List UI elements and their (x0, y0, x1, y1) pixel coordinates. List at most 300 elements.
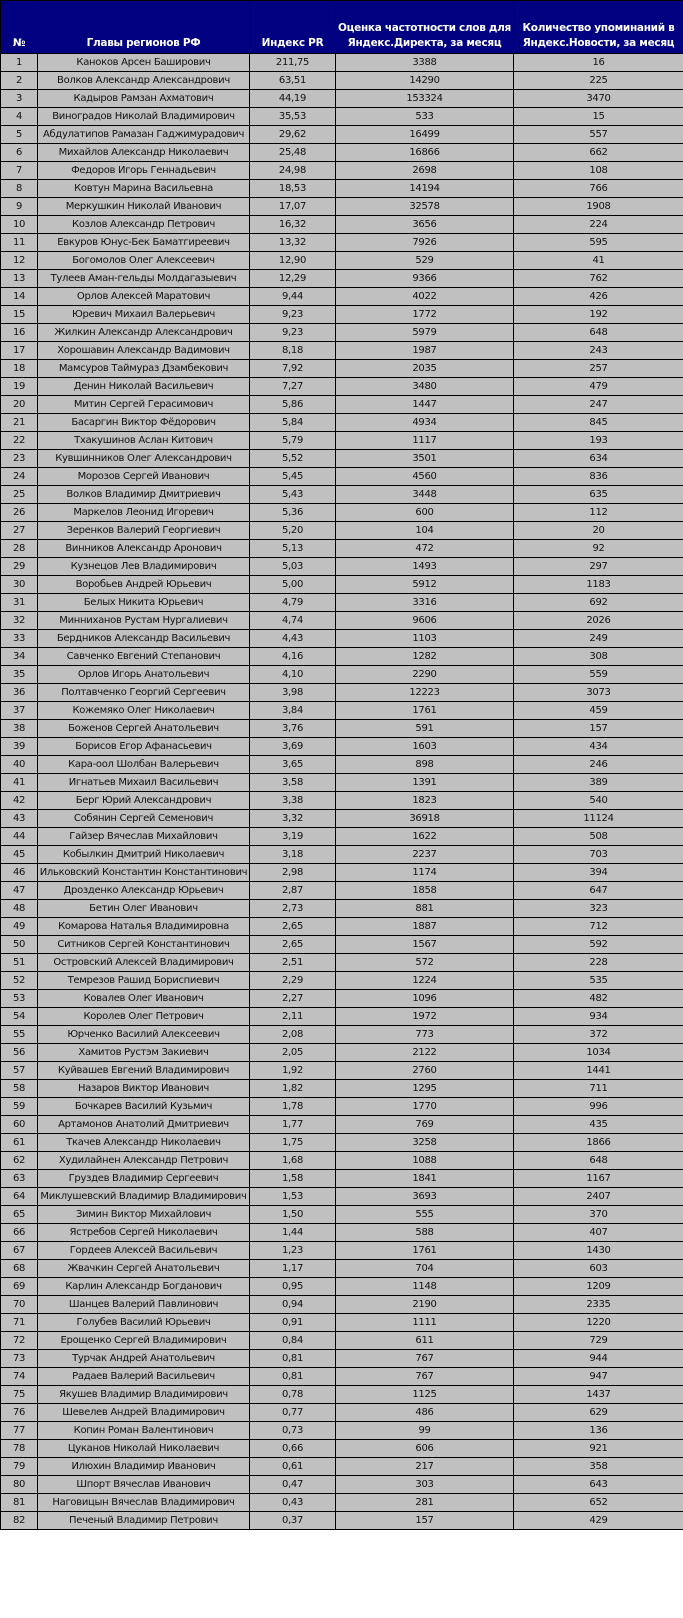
cell-number: 30 (1, 576, 38, 594)
cell-number: 3 (1, 90, 38, 108)
cell-pr-index: 1,92 (250, 1062, 336, 1080)
cell-name: Голубев Василий Юрьевич (38, 1314, 250, 1332)
cell-pr-index: 3,58 (250, 774, 336, 792)
cell-number: 34 (1, 648, 38, 666)
cell-number: 43 (1, 810, 38, 828)
cell-news-mentions: 652 (514, 1494, 683, 1512)
cell-direct-frequency: 3448 (336, 486, 514, 504)
cell-pr-index: 1,23 (250, 1242, 336, 1260)
cell-number: 41 (1, 774, 38, 792)
cell-pr-index: 5,86 (250, 396, 336, 414)
cell-direct-frequency: 3480 (336, 378, 514, 396)
cell-name: Жвачкин Сергей Анатольевич (38, 1260, 250, 1278)
cell-name: Собянин Сергей Семенович (38, 810, 250, 828)
table-row (1, 1476, 683, 1494)
cell-direct-frequency: 12223 (336, 684, 514, 702)
cell-direct-frequency: 1282 (336, 648, 514, 666)
cell-news-mentions: 648 (514, 324, 683, 342)
cell-direct-frequency: 32578 (336, 198, 514, 216)
table-row (1, 504, 683, 522)
cell-pr-index: 13,32 (250, 234, 336, 252)
cell-name: Ильковский Константин Константинович (38, 864, 250, 882)
cell-number: 58 (1, 1080, 38, 1098)
table-row (1, 90, 683, 108)
cell-number: 17 (1, 342, 38, 360)
table-row (1, 828, 683, 846)
cell-name: Шевелев Андрей Владимирович (38, 1404, 250, 1422)
cell-direct-frequency: 472 (336, 540, 514, 558)
cell-pr-index: 4,79 (250, 594, 336, 612)
table-row (1, 1332, 683, 1350)
cell-pr-index: 17,07 (250, 198, 336, 216)
cell-pr-index: 5,52 (250, 450, 336, 468)
cell-number: 64 (1, 1188, 38, 1206)
cell-name: Митин Сергей Герасимович (38, 396, 250, 414)
cell-pr-index: 18,53 (250, 180, 336, 198)
cell-name: Федоров Игорь Геннадьевич (38, 162, 250, 180)
cell-number: 32 (1, 612, 38, 630)
cell-pr-index: 0,95 (250, 1278, 336, 1296)
table-row (1, 1188, 683, 1206)
cell-name: Зимин Виктор Михайлович (38, 1206, 250, 1224)
cell-pr-index: 4,74 (250, 612, 336, 630)
cell-number: 62 (1, 1152, 38, 1170)
cell-name: Волков Владимир Дмитриевич (38, 486, 250, 504)
cell-pr-index: 2,65 (250, 936, 336, 954)
cell-number: 52 (1, 972, 38, 990)
cell-pr-index: 1,53 (250, 1188, 336, 1206)
cell-name: Басаргин Виктор Фёдорович (38, 414, 250, 432)
table-row (1, 1098, 683, 1116)
cell-news-mentions: 703 (514, 846, 683, 864)
cell-number: 46 (1, 864, 38, 882)
table-header-row (1, 1, 683, 54)
cell-pr-index: 0,77 (250, 1404, 336, 1422)
cell-direct-frequency: 1493 (336, 558, 514, 576)
cell-name: Кожемяко Олег Николаевич (38, 702, 250, 720)
cell-news-mentions: 225 (514, 72, 683, 90)
cell-number: 66 (1, 1224, 38, 1242)
cell-direct-frequency: 1770 (336, 1098, 514, 1116)
cell-name: Комарова Наталья Владимировна (38, 918, 250, 936)
cell-pr-index: 29,62 (250, 126, 336, 144)
cell-name: Бердников Александр Васильевич (38, 630, 250, 648)
cell-number: 63 (1, 1170, 38, 1188)
cell-number: 67 (1, 1242, 38, 1260)
cell-news-mentions: 662 (514, 144, 683, 162)
cell-news-mentions: 629 (514, 1404, 683, 1422)
cell-news-mentions: 592 (514, 936, 683, 954)
cell-number: 10 (1, 216, 38, 234)
table-row (1, 1242, 683, 1260)
cell-pr-index: 2,51 (250, 954, 336, 972)
cell-pr-index: 5,43 (250, 486, 336, 504)
cell-name: Груздев Владимир Сергеевич (38, 1170, 250, 1188)
cell-news-mentions: 482 (514, 990, 683, 1008)
cell-name: Каноков Арсен Баширович (38, 54, 250, 72)
cell-news-mentions: 426 (514, 288, 683, 306)
table-row (1, 630, 683, 648)
table-row (1, 324, 683, 342)
cell-news-mentions: 92 (514, 540, 683, 558)
cell-direct-frequency: 217 (336, 1458, 514, 1476)
table-row (1, 1062, 683, 1080)
cell-pr-index: 3,84 (250, 702, 336, 720)
cell-pr-index: 5,03 (250, 558, 336, 576)
cell-pr-index: 0,73 (250, 1422, 336, 1440)
cell-pr-index: 3,98 (250, 684, 336, 702)
cell-direct-frequency: 1761 (336, 702, 514, 720)
cell-name: Волков Александр Александрович (38, 72, 250, 90)
cell-name: Берг Юрий Александрович (38, 792, 250, 810)
cell-direct-frequency: 9366 (336, 270, 514, 288)
cell-direct-frequency: 1447 (336, 396, 514, 414)
cell-pr-index: 1,77 (250, 1116, 336, 1134)
cell-name: Островский Алексей Владимирович (38, 954, 250, 972)
cell-number: 38 (1, 720, 38, 738)
cell-direct-frequency: 1887 (336, 918, 514, 936)
cell-name: Темрезов Рашид Бориспиевич (38, 972, 250, 990)
table-row (1, 306, 683, 324)
cell-direct-frequency: 1772 (336, 306, 514, 324)
table-row (1, 792, 683, 810)
cell-news-mentions: 41 (514, 252, 683, 270)
cell-number: 35 (1, 666, 38, 684)
cell-name: Ситников Сергей Константинович (38, 936, 250, 954)
cell-name: Жилкин Александр Александрович (38, 324, 250, 342)
cell-news-mentions: 836 (514, 468, 683, 486)
cell-name: Карлин Александр Богданович (38, 1278, 250, 1296)
cell-news-mentions: 2335 (514, 1296, 683, 1314)
cell-name: Минниханов Рустам Нургалиевич (38, 612, 250, 630)
cell-name: Морозов Сергей Иванович (38, 468, 250, 486)
cell-news-mentions: 323 (514, 900, 683, 918)
cell-name: Борисов Егор Афанасьевич (38, 738, 250, 756)
cell-news-mentions: 11124 (514, 810, 683, 828)
table-row (1, 342, 683, 360)
cell-name: Боженов Сергей Анатольевич (38, 720, 250, 738)
cell-number: 74 (1, 1368, 38, 1386)
cell-direct-frequency: 2290 (336, 666, 514, 684)
cell-news-mentions: 643 (514, 1476, 683, 1494)
cell-number: 76 (1, 1404, 38, 1422)
cell-pr-index: 2,27 (250, 990, 336, 1008)
cell-pr-index: 0,61 (250, 1458, 336, 1476)
table-row (1, 234, 683, 252)
cell-direct-frequency: 2122 (336, 1044, 514, 1062)
cell-direct-frequency: 704 (336, 1260, 514, 1278)
cell-direct-frequency: 1567 (336, 936, 514, 954)
cell-number: 65 (1, 1206, 38, 1224)
cell-pr-index: 0,66 (250, 1440, 336, 1458)
cell-number: 75 (1, 1386, 38, 1404)
cell-number: 39 (1, 738, 38, 756)
table-row (1, 396, 683, 414)
cell-direct-frequency: 104 (336, 522, 514, 540)
cell-news-mentions: 766 (514, 180, 683, 198)
cell-direct-frequency: 1761 (336, 1242, 514, 1260)
table-body (1, 54, 683, 1530)
table-row (1, 648, 683, 666)
cell-pr-index: 1,17 (250, 1260, 336, 1278)
cell-pr-index: 7,27 (250, 378, 336, 396)
cell-news-mentions: 729 (514, 1332, 683, 1350)
cell-pr-index: 5,79 (250, 432, 336, 450)
cell-pr-index: 2,65 (250, 918, 336, 936)
table-row (1, 990, 683, 1008)
table-row (1, 1206, 683, 1224)
table-row (1, 1296, 683, 1314)
cell-name: Печеный Владимир Петрович (38, 1512, 250, 1530)
table-row (1, 972, 683, 990)
cell-number: 31 (1, 594, 38, 612)
cell-number: 57 (1, 1062, 38, 1080)
cell-pr-index: 9,23 (250, 306, 336, 324)
table-row (1, 378, 683, 396)
cell-news-mentions: 648 (514, 1152, 683, 1170)
table-row (1, 954, 683, 972)
cell-name: Кобылкин Дмитрий Николаевич (38, 846, 250, 864)
cell-name: Якушев Владимир Владимирович (38, 1386, 250, 1404)
table-row (1, 720, 683, 738)
cell-number: 26 (1, 504, 38, 522)
cell-name: Ястребов Сергей Николаевич (38, 1224, 250, 1242)
cell-number: 19 (1, 378, 38, 396)
cell-number: 5 (1, 126, 38, 144)
cell-news-mentions: 224 (514, 216, 683, 234)
cell-number: 9 (1, 198, 38, 216)
cell-news-mentions: 434 (514, 738, 683, 756)
cell-direct-frequency: 1391 (336, 774, 514, 792)
cell-direct-frequency: 4934 (336, 414, 514, 432)
cell-name: Виноградов Николай Владимирович (38, 108, 250, 126)
cell-direct-frequency: 1117 (336, 432, 514, 450)
table-row (1, 918, 683, 936)
cell-pr-index: 1,68 (250, 1152, 336, 1170)
cell-pr-index: 0,37 (250, 1512, 336, 1530)
cell-news-mentions: 192 (514, 306, 683, 324)
cell-number: 28 (1, 540, 38, 558)
cell-name: Кадыров Рамзан Ахматович (38, 90, 250, 108)
cell-direct-frequency: 5912 (336, 576, 514, 594)
cell-name: Копин Роман Валентинович (38, 1422, 250, 1440)
cell-name: Назаров Виктор Иванович (38, 1080, 250, 1098)
cell-direct-frequency: 157 (336, 1512, 514, 1530)
cell-pr-index: 0,81 (250, 1350, 336, 1368)
cell-direct-frequency: 7926 (336, 234, 514, 252)
cell-name: Шпорт Вячеслав Иванович (38, 1476, 250, 1494)
cell-number: 69 (1, 1278, 38, 1296)
cell-direct-frequency: 1603 (336, 738, 514, 756)
table-row (1, 126, 683, 144)
cell-pr-index: 25,48 (250, 144, 336, 162)
cell-direct-frequency: 1858 (336, 882, 514, 900)
table-row (1, 1404, 683, 1422)
table-row (1, 936, 683, 954)
cell-number: 60 (1, 1116, 38, 1134)
header-yandex-direct-frequency: Оценка частотности слов для Яндекс.Директа, за месяц (336, 1, 514, 54)
cell-number: 1 (1, 54, 38, 72)
table-row (1, 450, 683, 468)
cell-name: Ковтун Марина Васильевна (38, 180, 250, 198)
cell-number: 6 (1, 144, 38, 162)
cell-number: 23 (1, 450, 38, 468)
cell-number: 48 (1, 900, 38, 918)
cell-direct-frequency: 1148 (336, 1278, 514, 1296)
cell-news-mentions: 370 (514, 1206, 683, 1224)
cell-name: Шанцев Валерий Павлинович (38, 1296, 250, 1314)
cell-news-mentions: 921 (514, 1440, 683, 1458)
cell-pr-index: 5,20 (250, 522, 336, 540)
table-row (1, 432, 683, 450)
cell-name: Винников Александр Аронович (38, 540, 250, 558)
cell-number: 72 (1, 1332, 38, 1350)
cell-news-mentions: 557 (514, 126, 683, 144)
table-row (1, 1368, 683, 1386)
cell-direct-frequency: 773 (336, 1026, 514, 1044)
table-row (1, 900, 683, 918)
cell-name: Радаев Валерий Васильевич (38, 1368, 250, 1386)
cell-number: 29 (1, 558, 38, 576)
table-row (1, 864, 683, 882)
cell-number: 73 (1, 1350, 38, 1368)
cell-name: Орлов Игорь Анатольевич (38, 666, 250, 684)
cell-pr-index: 3,32 (250, 810, 336, 828)
cell-name: Зеренков Валерий Георгиевич (38, 522, 250, 540)
cell-number: 14 (1, 288, 38, 306)
cell-pr-index: 7,92 (250, 360, 336, 378)
cell-number: 7 (1, 162, 38, 180)
table-row (1, 198, 683, 216)
cell-news-mentions: 15 (514, 108, 683, 126)
cell-name: Ткачев Александр Николаевич (38, 1134, 250, 1152)
cell-news-mentions: 1183 (514, 576, 683, 594)
cell-news-mentions: 647 (514, 882, 683, 900)
cell-name: Бетин Олег Иванович (38, 900, 250, 918)
cell-direct-frequency: 591 (336, 720, 514, 738)
cell-news-mentions: 1167 (514, 1170, 683, 1188)
cell-direct-frequency: 2760 (336, 1062, 514, 1080)
table-row (1, 522, 683, 540)
cell-news-mentions: 712 (514, 918, 683, 936)
cell-direct-frequency: 555 (336, 1206, 514, 1224)
cell-pr-index: 63,51 (250, 72, 336, 90)
cell-direct-frequency: 898 (336, 756, 514, 774)
table-row (1, 72, 683, 90)
cell-number: 77 (1, 1422, 38, 1440)
cell-pr-index: 2,98 (250, 864, 336, 882)
cell-pr-index: 16,32 (250, 216, 336, 234)
table-row (1, 810, 683, 828)
table-row (1, 612, 683, 630)
cell-news-mentions: 1437 (514, 1386, 683, 1404)
table-row (1, 180, 683, 198)
cell-news-mentions: 535 (514, 972, 683, 990)
cell-name: Маркелов Леонид Игоревич (38, 504, 250, 522)
cell-news-mentions: 358 (514, 1458, 683, 1476)
cell-pr-index: 2,08 (250, 1026, 336, 1044)
cell-number: 80 (1, 1476, 38, 1494)
table-row (1, 1224, 683, 1242)
cell-news-mentions: 635 (514, 486, 683, 504)
cell-news-mentions: 249 (514, 630, 683, 648)
cell-news-mentions: 947 (514, 1368, 683, 1386)
cell-direct-frequency: 1823 (336, 792, 514, 810)
cell-pr-index: 0,43 (250, 1494, 336, 1512)
cell-name: Абдулатипов Рамазан Гаджимурадович (38, 126, 250, 144)
cell-name: Ерощенко Сергей Владимирович (38, 1332, 250, 1350)
cell-direct-frequency: 486 (336, 1404, 514, 1422)
cell-number: 22 (1, 432, 38, 450)
cell-name: Худилайнен Александр Петрович (38, 1152, 250, 1170)
cell-news-mentions: 193 (514, 432, 683, 450)
cell-direct-frequency: 1987 (336, 342, 514, 360)
cell-pr-index: 1,78 (250, 1098, 336, 1116)
cell-direct-frequency: 600 (336, 504, 514, 522)
cell-direct-frequency: 769 (336, 1116, 514, 1134)
cell-direct-frequency: 881 (336, 900, 514, 918)
cell-news-mentions: 1034 (514, 1044, 683, 1062)
table-row (1, 594, 683, 612)
cell-direct-frequency: 3388 (336, 54, 514, 72)
table-row (1, 1152, 683, 1170)
cell-news-mentions: 603 (514, 1260, 683, 1278)
table-row (1, 756, 683, 774)
cell-name: Ковалев Олег Иванович (38, 990, 250, 1008)
cell-direct-frequency: 572 (336, 954, 514, 972)
cell-number: 20 (1, 396, 38, 414)
table-row (1, 1350, 683, 1368)
cell-pr-index: 2,29 (250, 972, 336, 990)
cell-name: Орлов Алексей Маратович (38, 288, 250, 306)
cell-direct-frequency: 1103 (336, 630, 514, 648)
cell-news-mentions: 479 (514, 378, 683, 396)
cell-news-mentions: 595 (514, 234, 683, 252)
cell-direct-frequency: 36918 (336, 810, 514, 828)
table-row (1, 1080, 683, 1098)
cell-name: Королев Олег Петрович (38, 1008, 250, 1026)
header-yandex-news-mentions: Количество упоминаний в Яндекс.Новости, за месяц (514, 1, 683, 54)
cell-direct-frequency: 16499 (336, 126, 514, 144)
cell-direct-frequency: 3258 (336, 1134, 514, 1152)
cell-name: Евкуров Юнус-Бек Баматгиреевич (38, 234, 250, 252)
table-row (1, 1260, 683, 1278)
cell-pr-index: 3,38 (250, 792, 336, 810)
cell-name: Кувшинников Олег Александрович (38, 450, 250, 468)
cell-direct-frequency: 3501 (336, 450, 514, 468)
cell-news-mentions: 559 (514, 666, 683, 684)
cell-number: 49 (1, 918, 38, 936)
cell-pr-index: 211,75 (250, 54, 336, 72)
cell-number: 54 (1, 1008, 38, 1026)
cell-direct-frequency: 4022 (336, 288, 514, 306)
cell-pr-index: 9,44 (250, 288, 336, 306)
cell-pr-index: 1,44 (250, 1224, 336, 1242)
cell-news-mentions: 247 (514, 396, 683, 414)
table-row (1, 558, 683, 576)
table-row (1, 576, 683, 594)
cell-number: 40 (1, 756, 38, 774)
cell-pr-index: 5,84 (250, 414, 336, 432)
cell-news-mentions: 1866 (514, 1134, 683, 1152)
cell-number: 50 (1, 936, 38, 954)
table-row (1, 1134, 683, 1152)
cell-number: 11 (1, 234, 38, 252)
cell-name: Юрченко Василий Алексеевич (38, 1026, 250, 1044)
cell-news-mentions: 944 (514, 1350, 683, 1368)
cell-name: Тхакушинов Аслан Китович (38, 432, 250, 450)
cell-news-mentions: 308 (514, 648, 683, 666)
